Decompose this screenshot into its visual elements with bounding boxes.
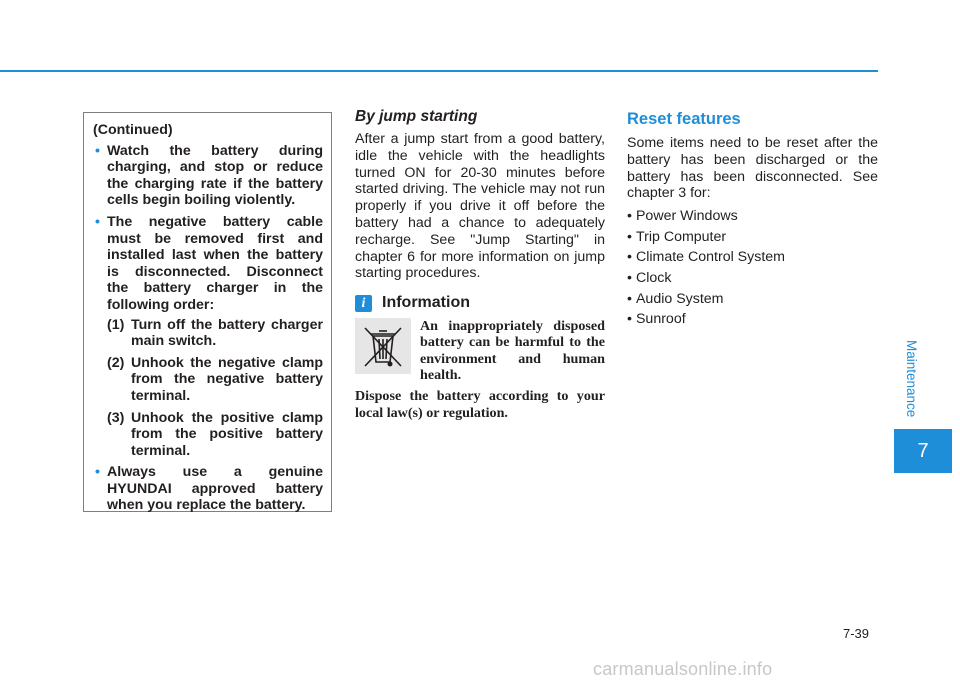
information-body bbox=[355, 318, 605, 421]
bullet-icon: • bbox=[95, 464, 100, 481]
dispose-text: Dispose the battery according to your local law(s) or regulation. bbox=[355, 388, 605, 421]
warning-text: Always use a genuine HYUNDAI approved battery when you replace the battery. bbox=[107, 464, 323, 514]
step-item bbox=[107, 317, 323, 350]
step-text: Turn off the battery charger main switch. bbox=[131, 316, 323, 350]
jump-start-heading: By jump starting bbox=[355, 108, 478, 125]
bullet-icon: • bbox=[95, 142, 100, 159]
crossed-bin-icon bbox=[355, 318, 411, 374]
step-text: Unhook the negative clamp from the negative battery terminal. bbox=[131, 354, 323, 404]
step-text: Unhook the positive clamp from the positive battery terminal. bbox=[131, 409, 323, 459]
chapter-tab: 7 bbox=[894, 429, 952, 473]
step-number: (2) bbox=[107, 354, 125, 371]
list-item: • Clock bbox=[627, 269, 672, 286]
warning-item bbox=[93, 214, 323, 459]
page-number: 7-39 bbox=[843, 626, 870, 641]
section-label: Maintenance bbox=[904, 340, 919, 418]
jump-start-body: After a jump start from a good battery, idle the vehicle with the headlights turned ON for 20-30 minutes before started driving. The vehicle may not run properly if you drive it off before the battery had a chance to adequately recharge. See "Jump Starting" in chapter 6 for more information on jump starting procedures. bbox=[355, 131, 605, 282]
reset-heading: Reset features bbox=[627, 110, 741, 128]
warning-text: Watch the battery during charging, and stop or reduce the charging rate if the battery cells begin boiling violently. bbox=[107, 142, 323, 209]
list-item: • Audio System bbox=[627, 290, 724, 307]
header-rule bbox=[0, 70, 878, 72]
warning-box bbox=[83, 112, 332, 512]
information-header bbox=[355, 294, 605, 312]
reset-list bbox=[627, 206, 878, 330]
list-item: • Power Windows bbox=[627, 208, 738, 225]
information-title: Information bbox=[382, 294, 470, 312]
reset-intro: Some items need to be reset after the battery has been discharged or the battery has been disconnected. See chapter 3 for: bbox=[627, 135, 878, 202]
warning-item bbox=[93, 464, 323, 514]
step-item bbox=[107, 410, 323, 460]
warning-item bbox=[93, 143, 323, 209]
step-item bbox=[107, 355, 323, 405]
list-item: • Sunroof bbox=[627, 311, 686, 328]
step-number: (3) bbox=[107, 409, 125, 426]
info-icon: i bbox=[355, 295, 372, 312]
jump-start-column bbox=[355, 108, 605, 421]
step-number: (1) bbox=[107, 316, 125, 333]
list-item: • Trip Computer bbox=[627, 228, 727, 245]
information-text: An inappropriately disposed battery can be harmful to the environment and human health. bbox=[420, 318, 605, 384]
continued-label: (Continued) bbox=[93, 122, 173, 138]
list-item: • Climate Control System bbox=[627, 249, 785, 266]
warning-text: The negative battery cable must be removed first and installed last when the battery is disconnected. Disconnect the battery charger in the following order: bbox=[107, 213, 323, 313]
reset-column bbox=[627, 110, 878, 330]
watermark: carmanualsonline.info bbox=[593, 659, 773, 679]
bullet-icon: • bbox=[95, 213, 100, 230]
